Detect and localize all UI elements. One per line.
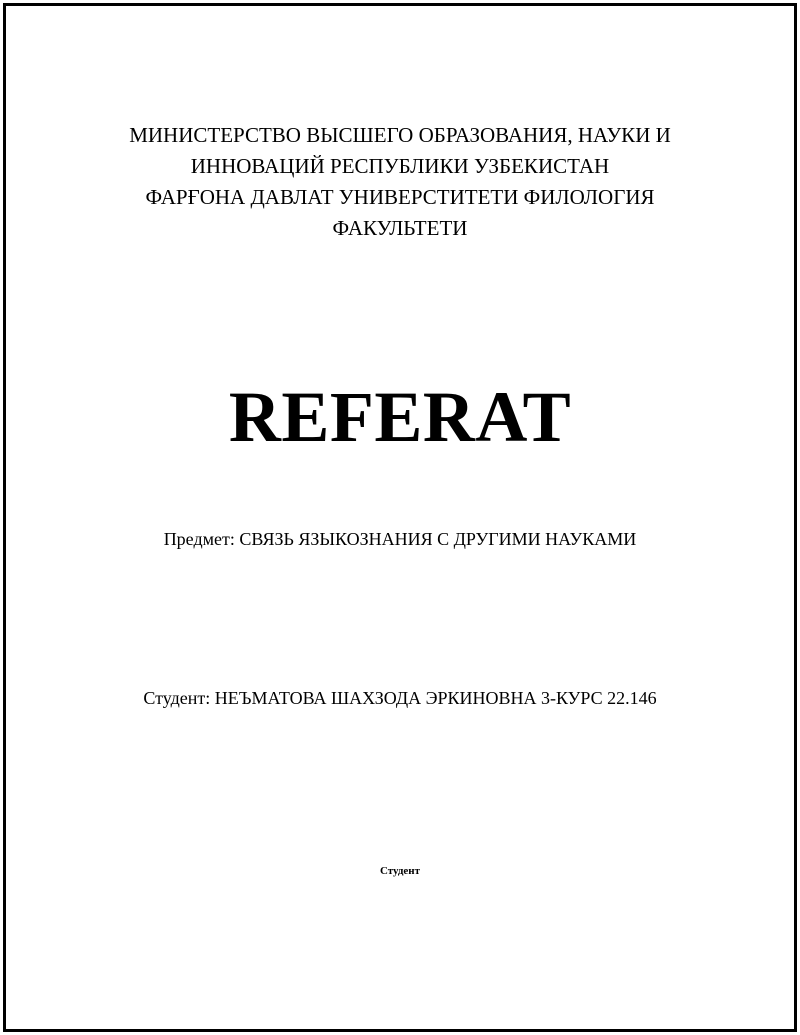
header-line-2: ИННОВАЦИЙ РЕСПУБЛИКИ УЗБЕКИСТАН: [190, 154, 610, 178]
header-line-4: ФАКУЛЬТЕТИ: [332, 216, 468, 240]
student-value: НЕЪМАТОВА ШАХЗОДА ЭРКИНОВНА 3-КУРС 22.146: [214, 688, 657, 708]
header-line-1: МИНИСТЕРСТВО ВЫСШЕГО ОБРАЗОВАНИЯ, НАУКИ И: [129, 123, 671, 147]
header-line-3: ФАРҒОНА ДАВЛАТ УНИВЕРСТИТЕТИ ФИЛОЛОГИЯ: [145, 185, 655, 209]
subject-label: Предмет:: [163, 529, 240, 549]
institution-header: [0, 120, 800, 244]
subject-value: СВЯЗЬ ЯЗЫКОЗНАНИЯ С ДРУГИМИ НАУКАМИ: [239, 529, 637, 549]
student-label: Студент:: [143, 688, 215, 708]
student-line: [0, 685, 800, 711]
document-title: REFERAT: [228, 377, 572, 457]
footer-label: Студент: [379, 865, 421, 877]
subject-line: [0, 526, 800, 552]
